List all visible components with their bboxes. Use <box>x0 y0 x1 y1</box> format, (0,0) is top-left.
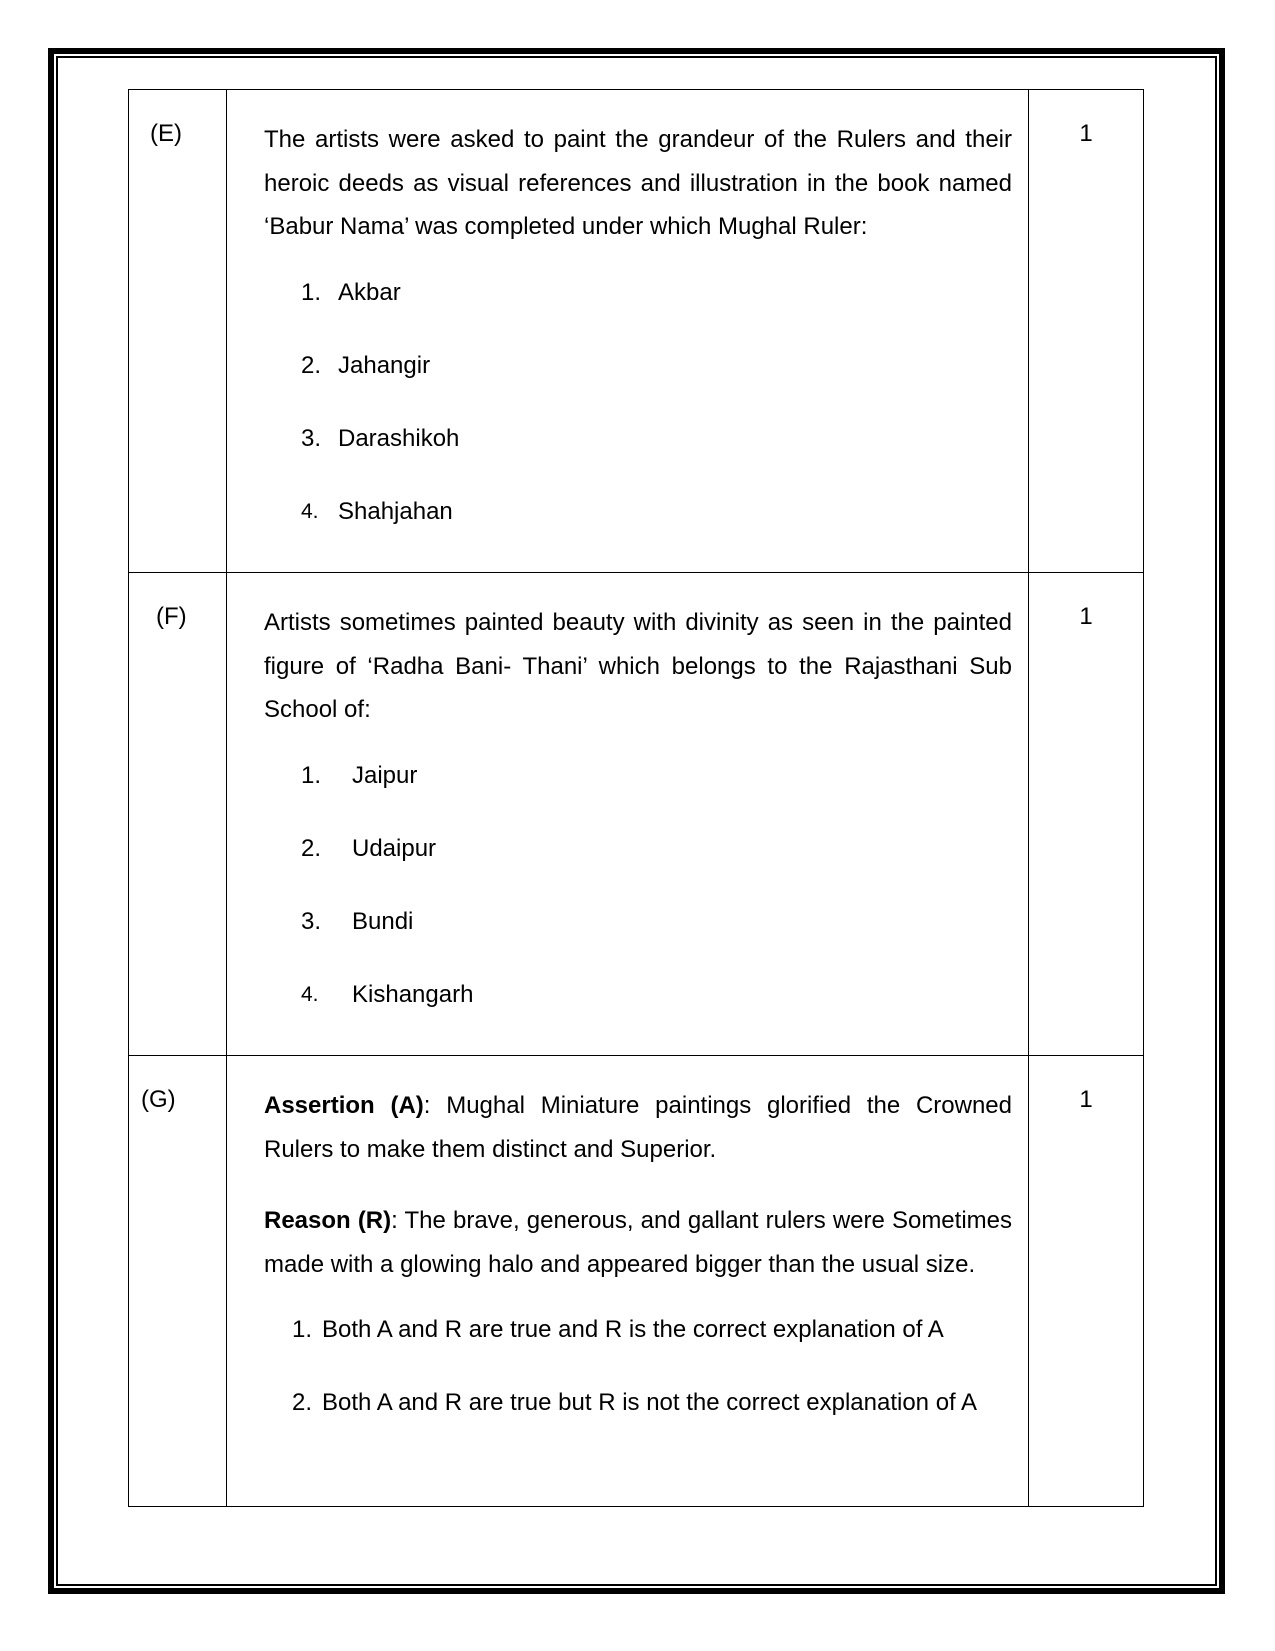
assertion-text <box>264 1084 1012 1171</box>
question-row-e <box>129 90 1144 573</box>
option-label: Shahjahan <box>338 497 453 525</box>
reason-body: : The brave, generous, and gallant rulers were Sometimes made with a glowing halo and appeared bigger than the usual size. <box>264 1207 1012 1278</box>
options-list <box>264 1308 1012 1454</box>
question-body-cell <box>227 90 1029 573</box>
option-item <box>264 417 1012 490</box>
option-item <box>264 973 1012 1046</box>
question-id-cell <box>129 90 227 573</box>
options-list <box>264 754 1012 1046</box>
option-number: 1. <box>292 1316 313 1343</box>
question-row-g <box>129 1056 1144 1507</box>
question-id-cell <box>129 1056 227 1507</box>
reason-label: Reason (R) <box>264 1207 392 1234</box>
option-item <box>264 344 1012 417</box>
reason-text <box>264 1199 1012 1286</box>
option-number: 3. <box>301 907 322 935</box>
marks-cell <box>1029 90 1144 573</box>
marks-value: 1 <box>1079 603 1093 630</box>
marks-cell <box>1029 1056 1144 1507</box>
option-label: Both A and R are true but R is not the correct explanation of A <box>322 1389 978 1416</box>
question-row-f <box>129 573 1144 1056</box>
option-item <box>264 827 1012 900</box>
option-item <box>264 490 1012 563</box>
option-number: 1. <box>301 761 322 789</box>
option-label: Bundi <box>352 907 414 935</box>
question-id-cell <box>129 573 227 1056</box>
question-id: (F) <box>156 603 187 630</box>
question-body-cell <box>227 573 1029 1056</box>
question-id: (G) <box>141 1086 176 1113</box>
option-item <box>264 1381 1012 1454</box>
option-label: Jaipur <box>352 761 418 789</box>
assertion-label: Assertion (A) <box>264 1092 424 1119</box>
option-label: Akbar <box>338 278 401 306</box>
question-table <box>128 89 1144 1507</box>
option-number: 2. <box>292 1389 313 1416</box>
option-label: Darashikoh <box>338 424 460 452</box>
marks-cell <box>1029 573 1144 1056</box>
option-number: 4. <box>301 982 319 1006</box>
question-id: (E) <box>150 120 182 147</box>
option-label: Kishangarh <box>352 980 474 1008</box>
option-item <box>264 754 1012 827</box>
option-label: Udaipur <box>352 834 437 862</box>
question-text: The artists were asked to paint the grandeur of the Rulers and their heroic deeds as visual references and illustration in the book named ‘Babur Nama’ was completed under which Mughal Ruler: <box>264 126 1012 240</box>
option-number: 4. <box>301 499 319 523</box>
question-text: Artists sometimes painted beauty with divinity as seen in the painted figure of ‘Radha Bani- Thani’ which belongs to the Rajasthani Sub School of: <box>264 609 1012 723</box>
option-item <box>264 271 1012 344</box>
marks-value: 1 <box>1079 120 1093 147</box>
option-item <box>264 1308 1012 1381</box>
assertion-body: : Mughal Miniature paintings glorified the Crowned Rulers to make them distinct and Superior. <box>264 1092 1012 1163</box>
option-number: 1. <box>301 278 322 306</box>
options-list <box>264 271 1012 563</box>
option-label: Jahangir <box>338 351 431 379</box>
marks-value: 1 <box>1079 1086 1093 1113</box>
option-label: Both A and R are true and R is the correct explanation of A <box>322 1316 944 1343</box>
option-number: 2. <box>301 834 322 862</box>
question-body-cell <box>227 1056 1029 1507</box>
option-item <box>264 900 1012 973</box>
option-number: 2. <box>301 351 322 379</box>
option-number: 3. <box>301 424 322 452</box>
